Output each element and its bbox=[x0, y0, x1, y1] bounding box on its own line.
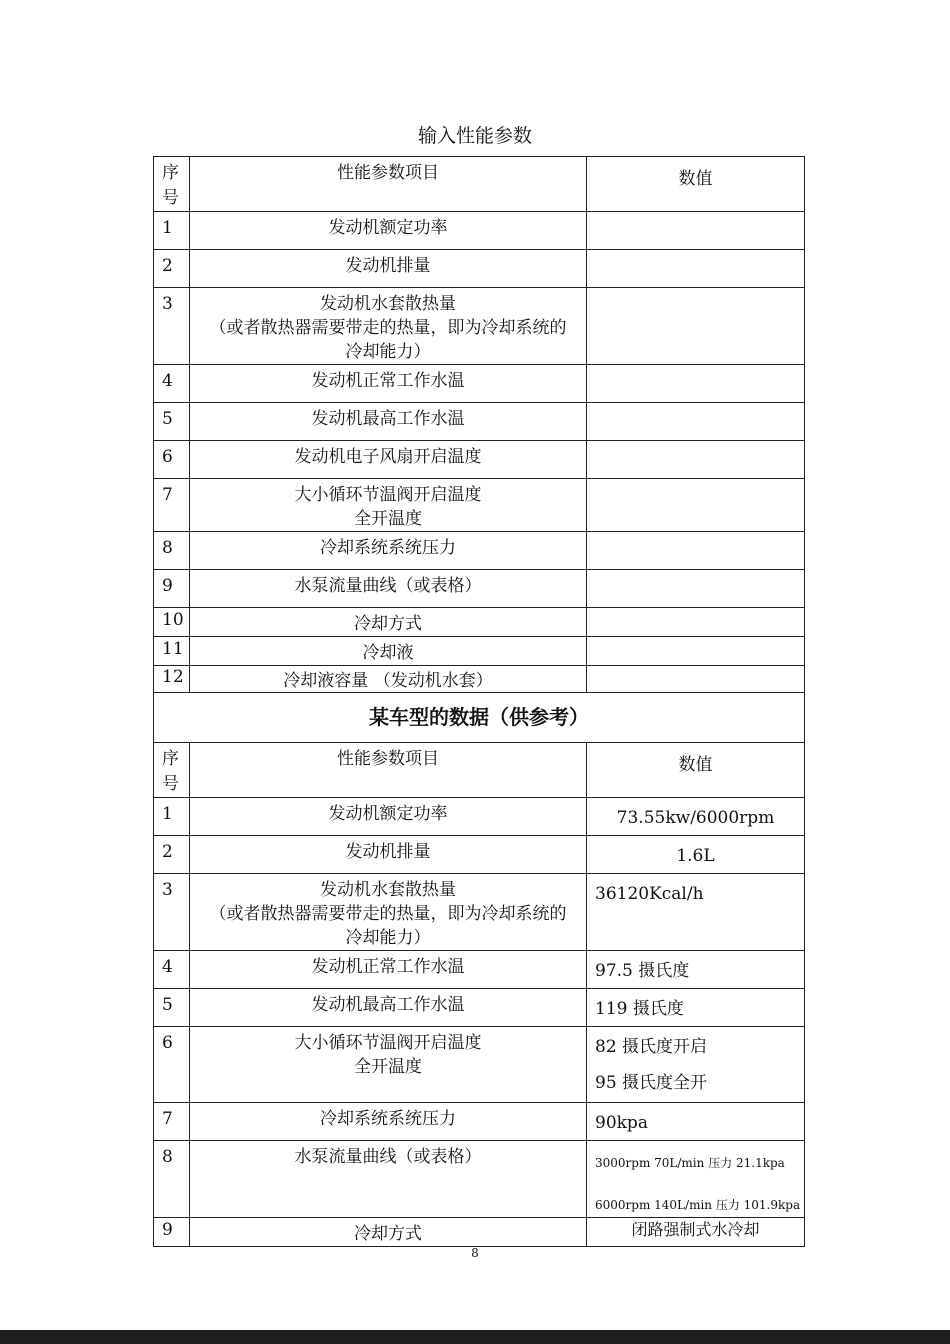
row-num: 8 bbox=[154, 1141, 190, 1218]
table-row bbox=[154, 532, 805, 570]
row-item-line: （或者散热器需要带走的热量，即为冷却系统的 bbox=[209, 904, 567, 924]
row-item: 冷却方式 bbox=[190, 608, 587, 637]
table-row bbox=[154, 1027, 805, 1103]
row-num: 2 bbox=[154, 250, 190, 288]
table-row bbox=[154, 441, 805, 479]
table1-header-row bbox=[154, 157, 805, 212]
row-num: 3 bbox=[154, 874, 190, 951]
row-value-line: 3000rpm 70L/min 压力 21.1kpa bbox=[595, 1156, 785, 1170]
row-value bbox=[587, 212, 805, 250]
table-row bbox=[154, 666, 805, 693]
row-num: 6 bbox=[154, 1027, 190, 1103]
row-num: 8 bbox=[154, 532, 190, 570]
header-num: 序号 bbox=[154, 157, 190, 212]
row-item: 发动机额定功率 bbox=[190, 212, 587, 250]
row-item: 发动机额定功率 bbox=[190, 798, 587, 836]
row-num: 1 bbox=[154, 212, 190, 250]
row-value bbox=[587, 532, 805, 570]
row-item-line: 全开温度 bbox=[354, 509, 422, 529]
row-item: 冷却液 bbox=[190, 637, 587, 666]
row-item: 发动机最高工作水温 bbox=[190, 403, 587, 441]
row-item-line: 大小循环节温阀开启温度 bbox=[294, 485, 482, 505]
row-item-line: 发动机水套散热量 bbox=[320, 880, 456, 900]
row-item-line: 全开温度 bbox=[354, 1057, 422, 1077]
row-value: 90kpa bbox=[587, 1103, 805, 1141]
row-num: 11 bbox=[154, 637, 190, 666]
row-num: 7 bbox=[154, 479, 190, 532]
table2-header-row bbox=[154, 743, 805, 798]
table-row bbox=[154, 250, 805, 288]
table-row bbox=[154, 212, 805, 250]
row-value bbox=[587, 1141, 805, 1218]
row-value bbox=[587, 608, 805, 637]
header-value: 数值 bbox=[587, 157, 805, 212]
row-item bbox=[190, 1027, 587, 1103]
section-title: 某车型的数据（供参考） bbox=[154, 693, 805, 743]
row-value bbox=[587, 479, 805, 532]
row-value: 73.55kw/6000rpm bbox=[587, 798, 805, 836]
row-item-line: （或者散热器需要带走的热量，即为冷却系统的 bbox=[209, 318, 567, 338]
row-value: 97.5 摄氏度 bbox=[587, 951, 805, 989]
header-item: 性能参数项目 bbox=[190, 157, 587, 212]
header-item: 性能参数项目 bbox=[190, 743, 587, 798]
row-value bbox=[587, 441, 805, 479]
row-item: 发动机排量 bbox=[190, 250, 587, 288]
row-item: 水泵流量曲线（或表格） bbox=[190, 570, 587, 608]
table-row bbox=[154, 570, 805, 608]
table-row bbox=[154, 288, 805, 365]
parameter-table bbox=[153, 156, 805, 1247]
row-item bbox=[190, 479, 587, 532]
row-item: 发动机最高工作水温 bbox=[190, 989, 587, 1027]
row-item-line: 发动机水套散热量 bbox=[320, 294, 456, 314]
header-num: 序号 bbox=[154, 743, 190, 798]
row-value bbox=[587, 403, 805, 441]
row-item: 冷却系统系统压力 bbox=[190, 532, 587, 570]
table-row bbox=[154, 365, 805, 403]
section-title-row bbox=[154, 693, 805, 743]
table-row bbox=[154, 798, 805, 836]
row-num: 9 bbox=[154, 570, 190, 608]
row-item bbox=[190, 288, 587, 365]
row-value bbox=[587, 637, 805, 666]
row-num: 3 bbox=[154, 288, 190, 365]
row-num: 5 bbox=[154, 403, 190, 441]
row-item: 发动机正常工作水温 bbox=[190, 951, 587, 989]
row-item-line: 大小循环节温阀开启温度 bbox=[294, 1033, 482, 1053]
table-row bbox=[154, 637, 805, 666]
table-row bbox=[154, 1141, 805, 1218]
row-item-line: 冷却能力） bbox=[345, 928, 431, 948]
row-value: 闭路强制式水冷却 bbox=[587, 1218, 805, 1247]
row-item bbox=[190, 874, 587, 951]
row-num: 5 bbox=[154, 989, 190, 1027]
row-num: 4 bbox=[154, 365, 190, 403]
row-num: 7 bbox=[154, 1103, 190, 1141]
table-title: 输入性能参数 bbox=[417, 125, 532, 147]
table-row bbox=[154, 836, 805, 874]
row-value-line: 6000rpm 140L/min 压力 101.9kpa bbox=[595, 1198, 801, 1212]
row-value-line: 82 摄氏度开启 bbox=[595, 1037, 708, 1057]
row-value: 119 摄氏度 bbox=[587, 989, 805, 1027]
row-value bbox=[587, 570, 805, 608]
table-row bbox=[154, 874, 805, 951]
row-item-line: 冷却能力） bbox=[345, 342, 431, 362]
row-value bbox=[587, 1027, 805, 1103]
row-item: 发动机正常工作水温 bbox=[190, 365, 587, 403]
row-num: 4 bbox=[154, 951, 190, 989]
row-value: 1.6L bbox=[587, 836, 805, 874]
row-num: 10 bbox=[154, 608, 190, 637]
table-row bbox=[154, 479, 805, 532]
row-value bbox=[587, 250, 805, 288]
table-row bbox=[154, 403, 805, 441]
row-value bbox=[587, 288, 805, 365]
row-num: 9 bbox=[154, 1218, 190, 1247]
row-value-line: 95 摄氏度全开 bbox=[595, 1073, 708, 1093]
table-row bbox=[154, 1103, 805, 1141]
row-item: 冷却方式 bbox=[190, 1218, 587, 1247]
row-value bbox=[587, 666, 805, 693]
row-item: 水泵流量曲线（或表格） bbox=[190, 1141, 587, 1218]
row-value: 36120Kcal/h bbox=[587, 874, 805, 951]
row-item: 发动机排量 bbox=[190, 836, 587, 874]
row-num: 6 bbox=[154, 441, 190, 479]
row-num: 2 bbox=[154, 836, 190, 874]
table-row bbox=[154, 951, 805, 989]
page-number: 8 bbox=[471, 1246, 479, 1260]
table-row bbox=[154, 1218, 805, 1247]
table-row bbox=[154, 608, 805, 637]
header-value: 数值 bbox=[587, 743, 805, 798]
viewer-bottom-bar bbox=[0, 1330, 950, 1344]
row-num: 12 bbox=[154, 666, 190, 693]
table-row bbox=[154, 989, 805, 1027]
row-item: 冷却系统系统压力 bbox=[190, 1103, 587, 1141]
row-item: 发动机电子风扇开启温度 bbox=[190, 441, 587, 479]
row-num: 1 bbox=[154, 798, 190, 836]
row-item: 冷却液容量 （发动机水套） bbox=[190, 666, 587, 693]
row-value bbox=[587, 365, 805, 403]
